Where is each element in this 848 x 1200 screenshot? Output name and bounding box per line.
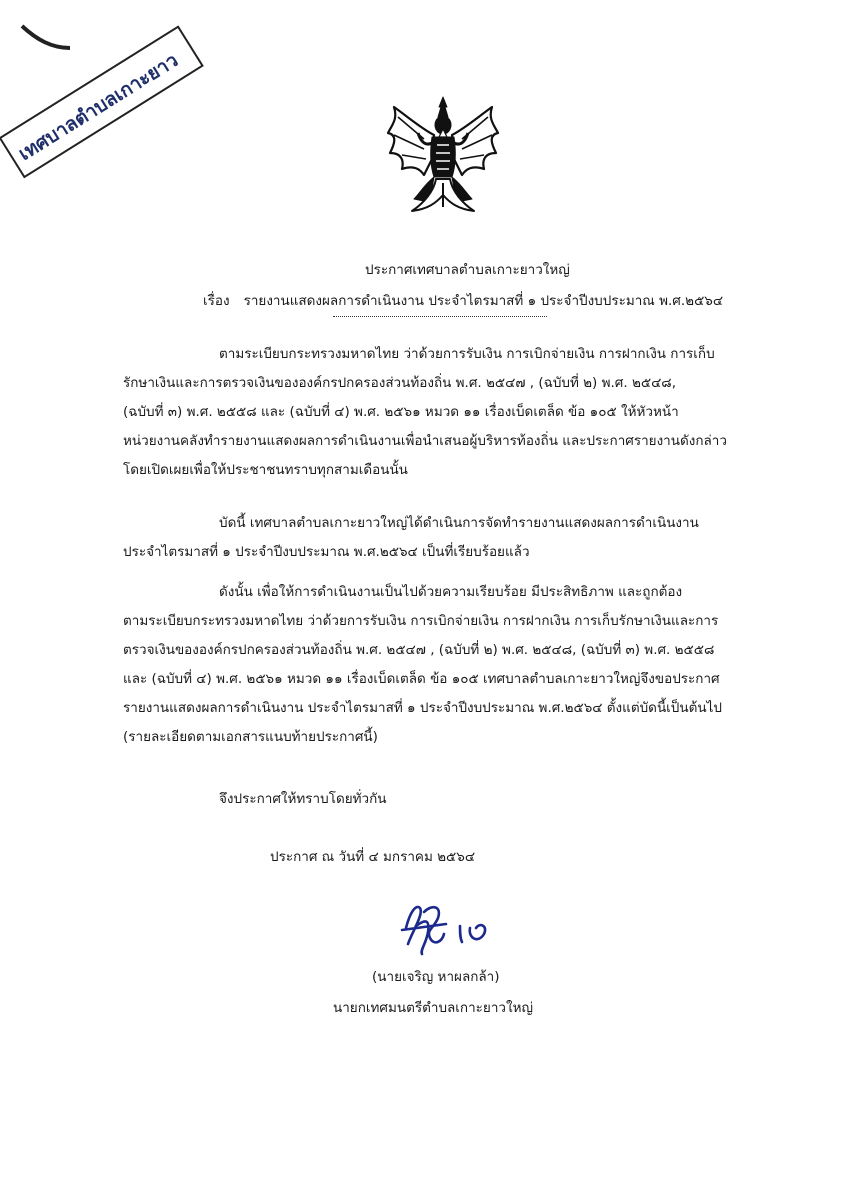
signatory-name: (นายเจริญ หาผลกล้า) [372,969,500,985]
paragraph-2 [123,509,773,567]
announcement-subject [203,289,723,311]
closing-statement: จึงประกาศให้ทราบโดยทั่วกัน [219,791,387,807]
paragraph-line: หน่วยงานคลังทำรายงานแสดงผลการดำเนินงานเพื่อนำเสนอผู้บริหารท้องถิ่น และประกาศรายงานดังกล่าว [123,433,727,449]
paragraph-line: ประจำไตรมาสที่ ๑ ประจำปีงบประมาณ พ.ศ.๒๕๖๔ เป็นที่เรียบร้อยแล้ว [123,544,530,560]
paragraph-line: ตามระเบียบกระทรวงมหาดไทย ว่าด้วยการรับเงิน การเบิกจ่ายเงิน การฝากเงิน การเก็บ [219,346,715,362]
paragraph-line: และ (ฉบับที่ ๔) พ.ศ. ๒๕๖๑ หมวด ๑๑ เรื่องเบ็ดเตล็ด ข้อ ๑๐๕ เทศบาลตำบลเกาะยาวใหญ่จึงขอประกาศ [123,671,720,687]
paragraph-line: (รายละเอียดตามเอกสารแนบท้ายประกาศนี้) [123,729,378,745]
subject-text: รายงานแสดงผลการดำเนินงาน ประจำไตรมาสที่ ๑ ประจำปีงบประมาณ พ.ศ.๒๕๖๔ [243,293,724,309]
paragraph-1 [123,340,773,485]
paragraph-line: บัดนี้ เทศบาลตำบลเกาะยาวใหญ่ได้ดำเนินการจัดทำรายงานแสดงผลการดำเนินงาน [219,515,699,531]
paragraph-line: โดยเปิดเผยเพื่อให้ประชาชนทราบทุกสามเดือนนั้น [123,462,408,478]
paragraph-line: ตรวจเงินขององค์กรปกครองส่วนท้องถิ่น พ.ศ. ๒๕๔๗ , (ฉบับที่ ๒) พ.ศ. ๒๕๔๘, (ฉบับที่ ๓) พ.ศ. ๒๕๕๘ [123,642,715,658]
subject-label: เรื่อง [203,293,230,309]
paragraph-line: (ฉบับที่ ๓) พ.ศ. ๒๕๕๘ และ (ฉบับที่ ๔) พ.ศ. ๒๕๖๑ หมวด ๑๑ เรื่องเบ็ดเตล็ด ข้อ ๑๐๕ ให้หัวหน้า [123,404,679,420]
signature-image [398,898,498,960]
corner-stamp [0,18,183,166]
paragraph-line: รักษาเงินและการตรวจเงินขององค์กรปกครองส่วนท้องถิ่น พ.ศ. ๒๕๔๗ , (ฉบับที่ ๒) พ.ศ. ๒๕๔๘, [123,375,676,391]
garuda-emblem-icon [384,95,502,221]
paragraph-line: ตามระเบียบกระทรวงมหาดไทย ว่าด้วยการรับเงิน การเบิกจ่ายเงิน การฝากเงิน การเก็บรักษาเงินและการ [123,613,719,629]
signatory-position: นายกเทศมนตรีตำบลเกาะยาวใหญ่ [333,1000,533,1016]
announcement-date: ประกาศ ณ วันที่ ๔ มกราคม ๒๕๖๔ [270,849,476,865]
stamp-text: เทศบาลตำบลเกาะยาว [14,49,183,166]
announcement-title: ประกาศเทศบาลตำบลเกาะยาวใหญ่ [365,262,570,278]
paragraph-line: รายงานแสดงผลการดำเนินงาน ประจำไตรมาสที่ ๑ ประจำปีงบประมาณ พ.ศ.๒๕๖๔ ตั้งแต่บัดนี้เป็นต้นไป [123,700,722,716]
paragraph-3 [123,578,773,752]
dotted-divider [333,316,547,317]
paragraph-line: ดังนั้น เพื่อให้การดำเนินงานเป็นไปด้วยความเรียบร้อย มีประสิทธิภาพ และถูกต้อง [219,584,683,600]
